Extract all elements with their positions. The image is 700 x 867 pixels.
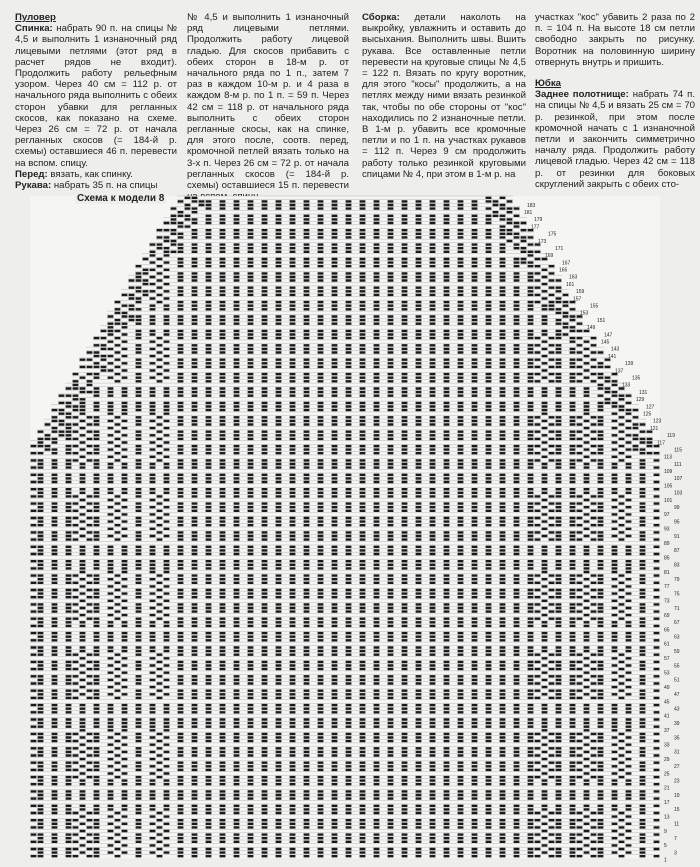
- row-number-label: 89: [664, 541, 670, 547]
- row-number-label: 139: [625, 361, 634, 368]
- assembly-column: [362, 12, 526, 180]
- row-number-label: 63: [674, 634, 680, 641]
- row-number-label: 23: [674, 778, 680, 785]
- row-number-label: 157: [573, 296, 582, 303]
- row-number-label: 73: [664, 598, 670, 605]
- row-number-label: 99: [674, 505, 680, 511]
- row-number-label: 7: [674, 836, 677, 842]
- back-paragraph: [15, 23, 177, 169]
- row-number-label: 101: [664, 497, 673, 504]
- row-number-label: 71: [674, 605, 680, 612]
- front-label: Перед:: [15, 168, 48, 180]
- row-number-label: 19: [674, 792, 680, 799]
- row-number-label: 15: [674, 807, 680, 814]
- row-number-label: 11: [674, 821, 680, 828]
- sleeves-label: Рукава:: [15, 180, 52, 192]
- front-paragraph: [15, 169, 177, 180]
- pullover-column: [15, 12, 177, 191]
- row-number-label: 87: [674, 548, 680, 555]
- back-label: Спинка:: [15, 23, 53, 35]
- row-number-label: 129: [636, 397, 645, 404]
- skirt-back-text: набрать 74 п. на спицы № 4,5 и вязать 25 см = 70 р. резинкой, при этом после кромочной начать с 1 изнаночной петли и закончить симметрично началу ряда. Продолжить работу лицевой гладью. Через 42 см = 118 р. от резинки для боковых скруглений закрыть с обеих сто-: [535, 89, 695, 190]
- assembly-text: детали наколоть на выкройку, увлажнить и оставить до высыхания. Выполнить швы. Вшить рукава. Все оставленные петли перевести на круговые спицы № 4,5 = 122 п. Вязать по кругу воротник, для этого "косы" продолжить, а на петлях между ними вязать резинкой так, чтобы по обе стороны от "кос" находились по 2 изнаночные петли. В 1-м р. убавить все кромочные петли и по 1 п. на участках рукавов = 112 п. Через 9 см продолжить работу только резинкой круговыми спицами № 4, при этом в 1-м р. на: [362, 12, 526, 180]
- sleeves-continued-text: № 4,5 и выполнить 1 изнаночный ряд лицевыми петлями. Продолжить работу лицевой гладью. Для скосов прибавить с обеих сторон в 18-м р. от начального ряда по 1 п., затем 7 раз в каждом 10-м р. и 4 раза в каждом 8-м р. по 1 п. = 59 п. Через 42 см = 118 р. от начального ряда выполнить с обеих сторон регланные скосы, как на спинке, для этого после, соотв. перед, кромочной петлей вязать только на 3-х п. Через 26 см = 72 р. от начала регланных скосов (= 184-й р. схемы) оставшиеся 15 п. перевести: [187, 12, 349, 192]
- row-number-label: 179: [534, 217, 543, 224]
- sleeves-column: [187, 12, 349, 202]
- row-number-label: 181: [524, 210, 533, 216]
- row-number-label: 59: [674, 648, 680, 655]
- row-number-label: 25: [664, 771, 670, 778]
- row-number-label: 147: [604, 332, 613, 339]
- assembly-label: Сборка:: [362, 12, 400, 23]
- row-number-label: 103: [674, 490, 683, 497]
- row-number-label: 91: [674, 533, 680, 540]
- row-number-label: 105: [664, 483, 673, 490]
- row-number-label: 159: [576, 289, 585, 296]
- row-number-label: 53: [664, 670, 670, 677]
- front-text: вязать, как спинку.: [50, 168, 133, 180]
- row-number-label: 131: [639, 389, 648, 396]
- row-number-label: 55: [674, 663, 680, 670]
- row-number-label: 135: [632, 375, 641, 382]
- row-number-label: 81: [664, 569, 670, 576]
- collar-continued-text: участках "кос" убавить 2 раза по 2 п. = 104 п. На высоте 18 см петли свободно закрыть по рисунку. Воротник на половинную ширину отвернуть внутрь и пришить.: [535, 12, 695, 68]
- row-number-label: 133: [622, 382, 631, 389]
- row-number-label: 5: [664, 843, 667, 850]
- row-number-label: 1: [664, 857, 667, 864]
- row-number-label: 43: [674, 706, 680, 713]
- row-number-label: 149: [587, 325, 596, 332]
- row-number-label: 121: [650, 425, 659, 432]
- row-number-label: 153: [580, 310, 589, 317]
- knitting-chart-grid: [0, 188, 700, 867]
- row-number-label: 117: [657, 440, 665, 447]
- row-number-label: 155: [590, 303, 599, 310]
- row-number-label: 113: [664, 454, 672, 461]
- row-number-label: 41: [664, 713, 670, 720]
- row-number-label: 145: [601, 339, 610, 346]
- row-number-label: 115: [674, 447, 682, 454]
- row-number-label: 31: [674, 749, 680, 756]
- row-number-label: 61: [664, 641, 670, 648]
- row-number-label: 77: [664, 584, 670, 591]
- row-number-label: 29: [664, 756, 670, 763]
- assembly-paragraph: [362, 12, 526, 180]
- row-number-label: 9: [664, 828, 667, 835]
- row-number-label: 69: [664, 612, 670, 619]
- row-number-label: 183: [527, 202, 536, 209]
- back-text: набрать 90 п. на спицы № 4,5 и выполнить 1 изнаночный ряд лицевыми петлями (этот ряд в расчет рядов не входит). Продолжить работу рельефным узором. Через 40 см = 112 р. от начального ряда выполнить с обеих сторон убавки для регланных скосов, как показано на схеме. Через 26 см = 72 р. от начала регланных скосов (= 184-й р. схемы) оставшиеся 46 п. перевести на вспом. спицу.: [15, 23, 177, 169]
- row-number-label: 151: [597, 317, 606, 324]
- skirt-back-paragraph: [535, 89, 695, 190]
- row-number-label: 141: [608, 353, 617, 360]
- row-number-label: 49: [664, 684, 670, 691]
- row-number-label: 13: [664, 814, 670, 821]
- row-number-label: 35: [674, 735, 680, 742]
- row-number-label: 109: [664, 469, 673, 475]
- row-number-label: 173: [538, 238, 547, 245]
- row-number-label: 3: [674, 850, 677, 857]
- skirt-title: Юбка: [535, 78, 561, 90]
- row-number-label: 127: [646, 404, 655, 411]
- row-number-label: 33: [664, 742, 670, 749]
- row-number-label: 17: [664, 800, 670, 806]
- row-number-label: 97: [664, 512, 670, 519]
- sleeves-text: набрать 35 п. на спицы: [53, 180, 158, 192]
- row-number-label: 123: [653, 418, 662, 425]
- row-number-label: 85: [664, 555, 670, 562]
- row-number-label: 37: [664, 728, 670, 735]
- row-number-label: 175: [548, 231, 557, 238]
- row-number-label: 65: [664, 627, 670, 634]
- row-number-label: 47: [674, 692, 680, 699]
- row-number-label: 171: [555, 246, 564, 252]
- row-number-label: 45: [664, 699, 670, 706]
- row-number-label: 169: [545, 253, 554, 260]
- row-number-label: 83: [674, 562, 680, 569]
- row-number-label: 177: [531, 224, 540, 231]
- row-number-label: 125: [643, 411, 652, 418]
- row-number-label: 27: [674, 764, 680, 771]
- knitting-chart: [0, 188, 700, 867]
- row-number-label: 39: [674, 720, 680, 727]
- row-number-label: 163: [569, 274, 578, 281]
- row-number-label: 93: [664, 526, 670, 533]
- row-number-label: 51: [674, 677, 680, 684]
- row-number-label: 161: [566, 281, 575, 288]
- pullover-title: Пуловер: [15, 12, 56, 23]
- row-number-label: 107: [674, 476, 683, 483]
- row-number-label: 137: [615, 368, 624, 375]
- row-number-label: 111: [674, 461, 682, 468]
- row-number-label: 95: [674, 519, 680, 526]
- row-number-label: 165: [559, 267, 568, 274]
- chart-title: Схема к модели 8: [77, 193, 165, 204]
- row-number-label: 167: [562, 260, 571, 267]
- row-number-label: 67: [674, 620, 680, 627]
- row-number-label: 119: [667, 433, 675, 440]
- row-number-label: 143: [611, 346, 620, 353]
- skirt-back-label: Заднее полотнище:: [535, 89, 629, 101]
- row-number-label: 79: [674, 577, 680, 583]
- skirt-column: [535, 12, 695, 190]
- row-number-label: 57: [664, 656, 670, 663]
- row-number-label: 21: [664, 785, 670, 792]
- row-number-label: 75: [674, 591, 680, 598]
